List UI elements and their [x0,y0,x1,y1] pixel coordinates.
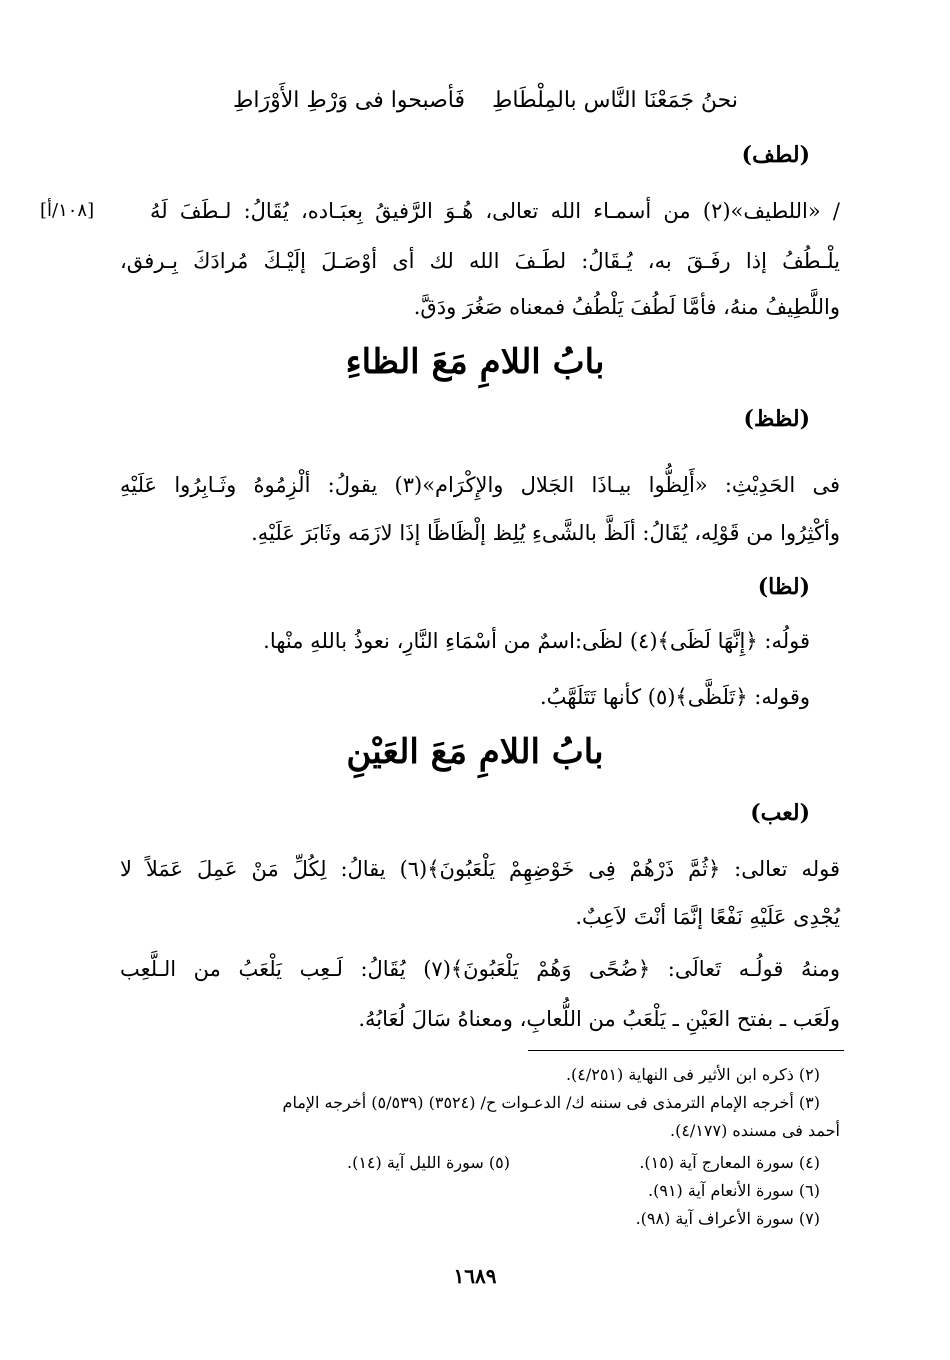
footnote-3-line-2: أحمد فى مسنده (٤/١٧٧). [669,1121,840,1140]
verse-right-hemistich: نحنُ جَمَعْنَا النَّاس بالمِلْطَاطِ [492,88,738,113]
footnote-3-line-1: (٣) أخرجه الإمام الترمذى فى سننه ك/ الدعـوات ح/ (٣٥٢٤) (٥/٥٣٩) أخرجه الإمام [282,1093,820,1112]
page-number: ١٦٨٩ [453,1264,497,1288]
entry-heading-lza: (لظا) [757,574,810,600]
entry-lzz-line-2: وأكْثِرُوا من قَوْلِه، يُقَالُ: ألَظَّ بالشَّىءِ يُلِظ إلْظَاظًا إذَا لازَمَه وثَابَرَ عَلَيْهِ. [251,521,840,545]
entry-leb-line-4: ولَعَب ـ بفتح العَيْنِ ـ يَلْعَبُ من اللُّعابِ، ومعناهُ سَالَ لُعَابُهُ. [358,1007,840,1031]
footnote-7: (٧) سورة الأعراف آية (٩٨). [635,1209,820,1228]
entry-ltf-line-1: / «اللطيف»(٢) من أسمـاء الله تعالى، هُـوَ الرَّفيقُ بِعبَـاده، يُقَالُ: لـطَفَ لَهُ [150,199,840,223]
footnote-5: (٥) سورة الليل آية (١٤). [346,1153,510,1172]
entry-heading-leb: (لعب) [750,800,810,826]
entry-heading-ltf: (لطف) [741,142,810,168]
footnote-2: (٢) ذكره ابن الأثير فى النهاية (٤/٢٥١). [565,1065,820,1084]
chapter-title-lam-ain: بابُ اللامِ مَعَ العَيْنِ [346,732,604,772]
entry-heading-lzz: (لظظ) [743,406,810,432]
entry-ltf-line-2: يلْـطُفُ إذا رفَـقَ به، يُـقَالُ: لطَـفَ الله لك أى أوْصَـلَ إلَيْـكَ مُرادَكَ بِـرفق، [120,249,840,273]
folio-marker: [١٠٨/أ] [40,200,95,221]
verse-left-hemistich: فَأصبحوا فى وَرْطِ الأَوْرَاطِ [232,88,465,113]
entry-lza-line-2: وقوله: ﴿تَلَظَّى﴾(٥) كأنها تَتَلَهَّبُ. [539,685,810,709]
entry-leb-line-3: ومنهُ قولُـه تَعالَى: ﴿ضُحًى وَهُمْ يَلْعَبُونَ﴾(٧) يُقَالُ: لَـعِب يَلْعَبُ من الـلَّعِب [120,957,840,981]
chapter-title-lam-zaa: بابُ اللامِ مَعَ الظاءِ [345,342,605,382]
entry-leb-line-2: يُجْدِى عَلَيْهِ نَفْعًا إنَّمَا أنْتَ لاَعِبٌ. [575,905,840,929]
entry-lza-line-1: قولُه: ﴿إِنَّهَا لَظَى﴾(٤) لظَى:اسمٌ من أسْمَاءِ النَّارِ، نعوذُ باللهِ منْها. [263,629,810,653]
footnote-4: (٤) سورة المعارج آية (١٥). [639,1153,820,1172]
footnote-separator [528,1050,844,1051]
entry-ltf-line-3: واللَّطِيفُ منهُ، فأمَّا لَطُفَ يَلْطُفُ فمعناه صَغُرَ ودَقَّ. [413,295,840,319]
entry-lzz-line-1: فى الحَدِيْثِ: «أَلِظُّوا بيـاذَا الجَلال والإِكْرَام»(٣) يقولُ: ألْزِمُوهُ وثَـابِرُوا عَلَيْهِ [120,473,840,497]
entry-leb-line-1: قوله تعالى: ﴿ثُمَّ ذَرْهُمْ فِى خَوْضِهِمْ يَلْعَبُونَ﴾(٦) يقالُ: لِكُلِّ مَنْ عَمِلَ عَمَلاً لا [120,857,840,881]
footnote-6: (٦) سورة الأنعام آية (٩١). [648,1181,820,1200]
